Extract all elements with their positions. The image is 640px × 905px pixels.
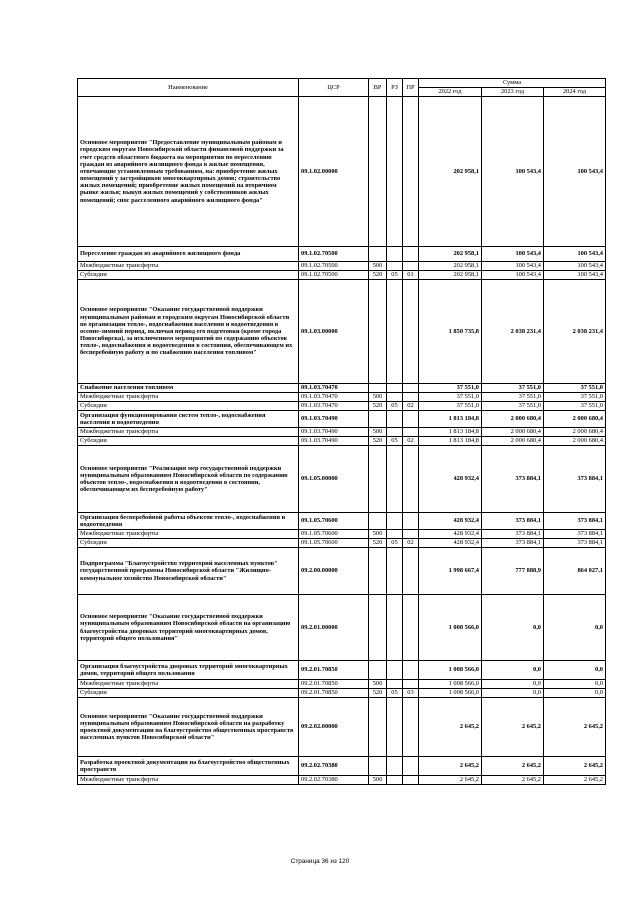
- row-amount-2022: 1 813 184,8: [419, 437, 482, 446]
- row-csr: 09.1.02.70500: [299, 271, 369, 280]
- row-vr: 520: [369, 539, 387, 548]
- row-amount-2024: 2 645,2: [544, 776, 606, 785]
- row-vr: [369, 513, 387, 530]
- row-rz: 05: [387, 437, 403, 446]
- row-name: Субсидии: [78, 402, 299, 411]
- row-amount-2022: 37 551,0: [419, 402, 482, 411]
- row-csr: 09.1.03.70470: [299, 393, 369, 402]
- row-name: Разработка проектной документации на благоустройство общественных пространств: [78, 757, 299, 776]
- row-amount-2023: 100 543,4: [482, 271, 544, 280]
- row-amount-2023: 777 888,9: [482, 548, 544, 595]
- row-vr: 500: [369, 680, 387, 689]
- row-amount-2022: 1 813 184,8: [419, 411, 482, 428]
- row-amount-2024: 373 884,1: [544, 539, 606, 548]
- row-amount-2024: 0,0: [544, 689, 606, 698]
- row-amount-2024: 2 645,2: [544, 698, 606, 757]
- row-amount-2023: 373 884,1: [482, 513, 544, 530]
- page-number: Страница 36 из 120: [290, 858, 350, 865]
- row-amount-2022: 2 645,2: [419, 776, 482, 785]
- row-amount-2022: 202 958,1: [419, 262, 482, 271]
- table-row: [78, 595, 606, 661]
- row-pr: [403, 280, 419, 384]
- row-rz: [387, 595, 403, 661]
- row-csr: 09.1.02.00000: [299, 97, 369, 247]
- row-pr: 02: [403, 402, 419, 411]
- table-row: [78, 661, 606, 680]
- row-name: Субсидии: [78, 539, 299, 548]
- row-pr: [403, 384, 419, 393]
- row-csr: 09.2.01.70850: [299, 680, 369, 689]
- header-vr: ВР: [369, 79, 387, 97]
- row-pr: [403, 595, 419, 661]
- row-amount-2024: 37 551,0: [544, 384, 606, 393]
- row-rz: 05: [387, 271, 403, 280]
- row-amount-2023: 2 038 231,4: [482, 280, 544, 384]
- row-amount-2022: 2 645,2: [419, 698, 482, 757]
- row-amount-2022: 37 551,0: [419, 393, 482, 402]
- row-pr: [403, 97, 419, 247]
- table-row: [78, 271, 606, 280]
- row-amount-2022: 1 998 667,4: [419, 548, 482, 595]
- row-vr: 520: [369, 689, 387, 698]
- row-vr: [369, 757, 387, 776]
- row-rz: [387, 530, 403, 539]
- row-pr: [403, 393, 419, 402]
- row-name: Организация благоустройства дворовых территорий многоквартирных домов, территорий общего пользования: [78, 661, 299, 680]
- row-csr: 09.1.05.70600: [299, 539, 369, 548]
- row-vr: [369, 698, 387, 757]
- row-amount-2024: 37 551,0: [544, 402, 606, 411]
- budget-table: [77, 78, 606, 785]
- row-amount-2022: 1 850 735,8: [419, 280, 482, 384]
- row-rz: 05: [387, 402, 403, 411]
- row-pr: [403, 262, 419, 271]
- header-pr: ПР: [403, 79, 419, 97]
- row-vr: [369, 548, 387, 595]
- table-row: [78, 262, 606, 271]
- row-amount-2023: 100 543,4: [482, 97, 544, 247]
- row-name: Основное мероприятие "Оказание государственной поддержки муниципальным образованиям Новосибирской области на разработку проектной документации на благоустройство общественных пространств населенных пунктов Новосибирской области": [78, 698, 299, 757]
- row-name: Снабжение населения топливом: [78, 384, 299, 393]
- row-rz: [387, 446, 403, 513]
- row-pr: 03: [403, 689, 419, 698]
- row-name: Межбюджетные трансферты: [78, 680, 299, 689]
- row-vr: [369, 247, 387, 262]
- header-csr: ЦСР: [299, 79, 369, 97]
- row-name: Основное мероприятие "Оказание государственной поддержки муниципальным районам и городским округам Новосибирской области по организации тепло-, водоснабжения населения и водоотведения в осенне-зимний период, включая период его подготовки (кроме города Новосибирска), за исключением мероприятий по содержанию объектов тепло-, водоснабжения и водоотведения в состоянии, обеспечивающем их бесперебойную работу и по снабжению населения топливом": [78, 280, 299, 384]
- row-vr: [369, 384, 387, 393]
- row-pr: 01: [403, 271, 419, 280]
- row-amount-2024: 100 543,4: [544, 247, 606, 262]
- table-row: [78, 698, 606, 757]
- row-name: Субсидии: [78, 689, 299, 698]
- row-csr: 09.1.03.70470: [299, 384, 369, 393]
- header-year-2022: 2022 год: [419, 88, 482, 97]
- row-name: Основное мероприятие "Реализация мер государственной поддержки муниципальным образованиям Новосибирской области по содержанию объектов тепло-, водоснабжения и водоотведения в состоянии, обеспечивающем их бесперебойную работу": [78, 446, 299, 513]
- row-name: Подпрограмма "Благоустройство территорий населенных пунктов" государственной программы Новосибирской области "Жилищно-коммунальное хозяйство Новосибирской области": [78, 548, 299, 595]
- row-amount-2023: 373 884,1: [482, 530, 544, 539]
- row-amount-2024: 2 645,2: [544, 757, 606, 776]
- row-csr: 09.1.02.70500: [299, 262, 369, 271]
- row-csr: 09.1.05.70600: [299, 530, 369, 539]
- row-csr: 09.2.02.70380: [299, 757, 369, 776]
- row-rz: [387, 661, 403, 680]
- row-rz: [387, 280, 403, 384]
- table-row: [78, 384, 606, 393]
- row-pr: [403, 428, 419, 437]
- table-row: [78, 539, 606, 548]
- row-name: Переселение граждан из аварийного жилищного фонда: [78, 247, 299, 262]
- row-amount-2022: 428 932,4: [419, 513, 482, 530]
- row-pr: [403, 776, 419, 785]
- row-amount-2023: 37 551,0: [482, 384, 544, 393]
- row-vr: 500: [369, 530, 387, 539]
- row-amount-2024: 373 884,1: [544, 446, 606, 513]
- row-name: Межбюджетные трансферты: [78, 393, 299, 402]
- row-rz: [387, 680, 403, 689]
- row-amount-2023: 373 884,1: [482, 446, 544, 513]
- row-amount-2024: 100 543,4: [544, 271, 606, 280]
- row-rz: 05: [387, 539, 403, 548]
- row-rz: [387, 97, 403, 247]
- row-pr: [403, 698, 419, 757]
- row-amount-2022: 202 958,1: [419, 97, 482, 247]
- row-vr: 520: [369, 402, 387, 411]
- row-pr: [403, 548, 419, 595]
- table-row: [78, 428, 606, 437]
- row-csr: 09.1.05.70600: [299, 513, 369, 530]
- row-amount-2022: 428 932,4: [419, 530, 482, 539]
- header-sum: Сумма: [419, 79, 606, 88]
- row-vr: 500: [369, 262, 387, 271]
- header-rz: РЗ: [387, 79, 403, 97]
- row-name: Основное мероприятие "Предоставление муниципальным районам и городским округам Новосибирской области финансовой поддержки за счет средств областного бюджета на мероприятия по переселению граждан из аварийного жилищного фонда в жилые помещения, отвечающие установленным требованиям, на: приобретение жилых помещений у застройщиков многоквартирных домов; строительство жилых помещений; приобретение жилых помещений на вторичном рынке жилья; выкуп жилых помещений у собственников жилых помещений; снос расселенного аварийного жилищного фонда": [78, 97, 299, 247]
- row-name: Межбюджетные трансферты: [78, 776, 299, 785]
- row-amount-2023: 373 884,1: [482, 539, 544, 548]
- table-row: [78, 446, 606, 513]
- header-year-2023: 2023 год: [482, 88, 544, 97]
- row-amount-2022: 37 551,0: [419, 384, 482, 393]
- row-rz: [387, 393, 403, 402]
- row-vr: 500: [369, 393, 387, 402]
- row-amount-2023: 2 645,2: [482, 776, 544, 785]
- row-rz: [387, 548, 403, 595]
- row-rz: [387, 384, 403, 393]
- row-amount-2024: 2 000 680,4: [544, 428, 606, 437]
- header-name: Наименование: [78, 79, 299, 97]
- row-amount-2023: 0,0: [482, 680, 544, 689]
- row-pr: [403, 661, 419, 680]
- row-rz: [387, 262, 403, 271]
- header-year-2024: 2024 год: [544, 88, 606, 97]
- row-csr: 09.2.02.70380: [299, 776, 369, 785]
- row-pr: 02: [403, 539, 419, 548]
- row-amount-2024: 2 038 231,4: [544, 280, 606, 384]
- row-amount-2023: 2 000 680,4: [482, 411, 544, 428]
- row-rz: [387, 428, 403, 437]
- row-vr: [369, 661, 387, 680]
- row-pr: 02: [403, 437, 419, 446]
- row-amount-2023: 2 000 680,4: [482, 437, 544, 446]
- row-csr: 09.2.01.70850: [299, 661, 369, 680]
- row-amount-2023: 2 645,2: [482, 757, 544, 776]
- row-amount-2023: 0,0: [482, 661, 544, 680]
- row-vr: [369, 411, 387, 428]
- row-amount-2023: 37 551,0: [482, 393, 544, 402]
- row-pr: [403, 446, 419, 513]
- row-vr: [369, 280, 387, 384]
- row-amount-2024: 373 884,1: [544, 530, 606, 539]
- row-amount-2023: 100 543,4: [482, 262, 544, 271]
- row-amount-2023: 0,0: [482, 689, 544, 698]
- row-vr: [369, 595, 387, 661]
- row-csr: 09.1.03.70490: [299, 437, 369, 446]
- table-row: [78, 97, 606, 247]
- row-pr: [403, 247, 419, 262]
- row-name: Межбюджетные трансферты: [78, 530, 299, 539]
- row-amount-2022: 1 008 566,0: [419, 680, 482, 689]
- row-csr: 09.2.02.00000: [299, 698, 369, 757]
- row-rz: [387, 513, 403, 530]
- table-row: [78, 393, 606, 402]
- row-pr: [403, 680, 419, 689]
- row-name: Межбюджетные трансферты: [78, 262, 299, 271]
- table-body: [78, 97, 606, 785]
- table-row: [78, 402, 606, 411]
- row-amount-2024: 100 543,4: [544, 97, 606, 247]
- row-vr: 520: [369, 271, 387, 280]
- row-csr: 09.1.03.00000: [299, 280, 369, 384]
- table-row: [78, 680, 606, 689]
- row-name: Субсидии: [78, 437, 299, 446]
- table-row: [78, 689, 606, 698]
- table-row: [78, 247, 606, 262]
- row-amount-2022: 1 008 566,0: [419, 595, 482, 661]
- row-amount-2022: 428 932,4: [419, 539, 482, 548]
- row-csr: 09.1.03.70470: [299, 402, 369, 411]
- row-amount-2023: 100 543,4: [482, 247, 544, 262]
- row-amount-2022: 428 932,4: [419, 446, 482, 513]
- row-pr: [403, 513, 419, 530]
- row-csr: 09.2.01.00000: [299, 595, 369, 661]
- table-row: [78, 548, 606, 595]
- row-amount-2022: 2 645,2: [419, 757, 482, 776]
- row-csr: 09.2.00.00000: [299, 548, 369, 595]
- row-amount-2024: 2 000 680,4: [544, 437, 606, 446]
- row-csr: 09.1.03.70490: [299, 428, 369, 437]
- row-name: Основное мероприятие "Оказание государственной поддержки муниципальным образованиям Новосибирской области на организацию благоустройства дворовых территорий многоквартирных домов, территорий общего пользования": [78, 595, 299, 661]
- row-name: Межбюджетные трансферты: [78, 428, 299, 437]
- row-rz: [387, 247, 403, 262]
- table-row: [78, 530, 606, 539]
- row-amount-2023: 0,0: [482, 595, 544, 661]
- row-amount-2023: 2 000 680,4: [482, 428, 544, 437]
- row-vr: [369, 97, 387, 247]
- row-csr: 09.1.05.00000: [299, 446, 369, 513]
- row-amount-2024: 37 551,0: [544, 393, 606, 402]
- row-amount-2024: 0,0: [544, 661, 606, 680]
- row-csr: 09.2.01.70850: [299, 689, 369, 698]
- row-name: Организация бесперебойной работы объектов тепло-, водоснабжения и водоотведения: [78, 513, 299, 530]
- row-vr: 500: [369, 428, 387, 437]
- row-vr: [369, 446, 387, 513]
- row-amount-2024: 864 027,1: [544, 548, 606, 595]
- row-csr: 09.1.03.70490: [299, 411, 369, 428]
- row-amount-2022: 1 813 184,8: [419, 428, 482, 437]
- row-pr: [403, 411, 419, 428]
- row-amount-2022: 202 958,1: [419, 271, 482, 280]
- row-vr: 500: [369, 776, 387, 785]
- row-rz: [387, 757, 403, 776]
- row-amount-2024: 100 543,4: [544, 262, 606, 271]
- row-csr: 09.1.02.70500: [299, 247, 369, 262]
- table-row: [78, 411, 606, 428]
- table-row: [78, 513, 606, 530]
- row-amount-2022: 1 008 566,0: [419, 661, 482, 680]
- row-amount-2023: 37 551,0: [482, 402, 544, 411]
- table-row: [78, 280, 606, 384]
- row-amount-2022: 1 008 566,0: [419, 689, 482, 698]
- row-name: Организация функционирования систем тепло-, водоснабжения населения и водоотведения: [78, 411, 299, 428]
- row-rz: [387, 411, 403, 428]
- row-amount-2023: 2 645,2: [482, 698, 544, 757]
- row-amount-2022: 202 958,1: [419, 247, 482, 262]
- row-amount-2024: 0,0: [544, 595, 606, 661]
- row-rz: 05: [387, 689, 403, 698]
- table-row: [78, 776, 606, 785]
- row-amount-2024: 0,0: [544, 680, 606, 689]
- table-row: [78, 437, 606, 446]
- row-rz: [387, 698, 403, 757]
- row-name: Субсидии: [78, 271, 299, 280]
- row-amount-2024: 373 884,1: [544, 513, 606, 530]
- row-amount-2024: 2 000 680,4: [544, 411, 606, 428]
- row-pr: [403, 757, 419, 776]
- row-vr: 520: [369, 437, 387, 446]
- table-row: [78, 757, 606, 776]
- row-rz: [387, 776, 403, 785]
- row-pr: [403, 530, 419, 539]
